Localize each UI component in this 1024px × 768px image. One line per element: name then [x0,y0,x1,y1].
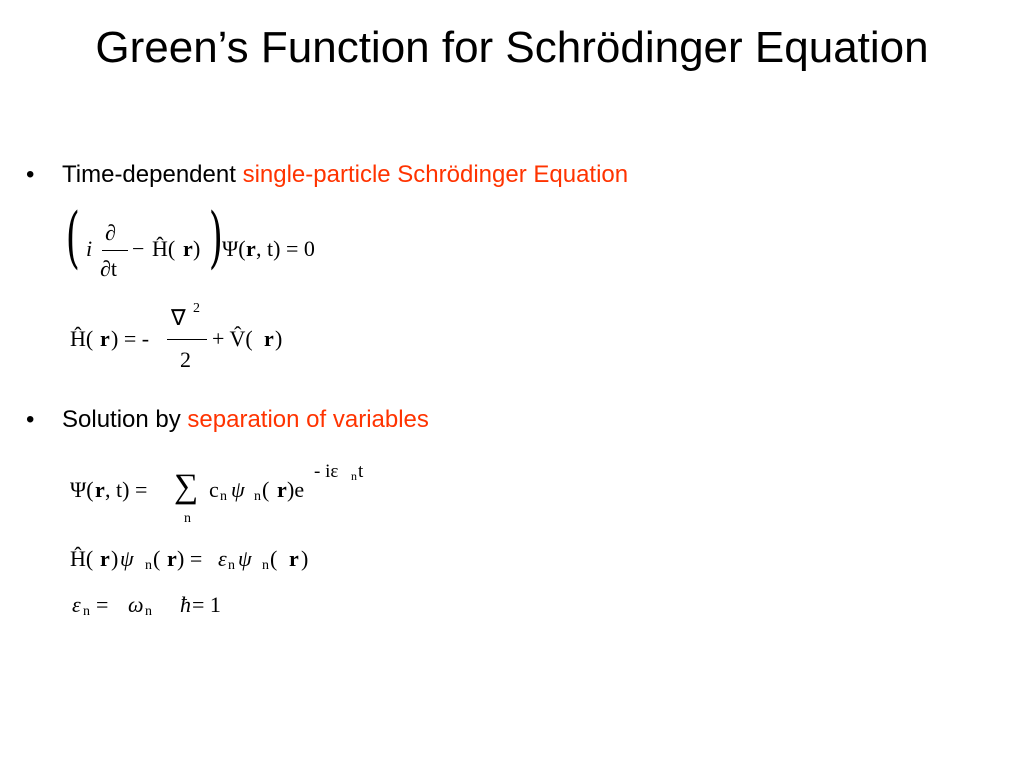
partial-denominator: ∂t [100,256,117,281]
partial-numerator: ∂ [105,220,116,245]
eigenfunction: ψ [231,477,245,502]
frequency-subscript: n [145,604,152,619]
paren-open: ( [262,477,270,502]
hamiltonian-close: ) [111,546,119,571]
fraction-bar [167,339,207,340]
hamiltonian-open: Ĥ( [70,326,94,351]
equals-one: = 1 [192,592,221,617]
paren-open: ( [270,546,278,571]
eigenvalue-subscript: n [83,604,90,619]
nabla-symbol: ∇ [171,305,186,330]
wavefunction-open: Ψ( [70,477,94,502]
right-paren: ) [208,199,223,276]
equation-rest: , t) = 0 [256,236,315,261]
position-vector: r [289,546,299,571]
left-paren: ( [65,199,80,276]
eigenfunction-subscript: n [254,489,261,504]
hamiltonian-close: ) [193,236,201,261]
bullet-text: Time-dependent [62,161,243,188]
eigenfunction-subscript: n [145,558,152,573]
bullet-solution [26,404,429,436]
position-vector: r [264,326,274,351]
position-vector: r [246,236,256,261]
eigenfunction: ψ [120,546,134,571]
position-vector: r [167,546,177,571]
hbar-symbol: ħ [180,592,191,617]
equals: , t) = [105,477,148,502]
position-vector: r [183,236,193,261]
fraction-denominator: 2 [180,347,191,372]
eigenvalue: ε [72,592,81,617]
summation-symbol: ∑ [174,468,199,505]
position-vector: r [100,326,110,351]
potential-close: ) [275,326,283,351]
eigenfunction: ψ [238,546,252,571]
wavefunction-open: Ψ( [222,236,246,261]
equals: ) = [177,546,203,571]
imaginary-unit: i [86,236,93,261]
hamiltonian-open: Ĥ( [70,546,94,571]
exponent: - iε [314,461,339,482]
hamiltonian-open: Ĥ( [152,236,176,261]
fraction-bar [102,250,128,251]
bullet-time-dependent [26,159,628,191]
bullet-marker: • [26,406,35,433]
bullet-highlight: single-particle Schrödinger Equation [242,161,629,188]
position-vector: r [277,477,287,502]
exponent-subscript: n [351,469,357,483]
summation-index: n [184,511,191,526]
minus-sign: − [132,236,145,261]
bullet-highlight: separation of variables [187,406,429,433]
paren-open: ( [153,546,161,571]
eigenvalue-subscript: n [228,558,235,573]
paren-close: ) [301,546,309,571]
eigenvalue: ε [218,546,227,571]
coefficient-subscript: n [220,489,227,504]
eigenfunction-subscript: n [262,558,269,573]
bullet-text: Solution by [62,406,188,433]
frequency: ω [128,592,144,617]
exponent-time: t [358,461,364,482]
equals-minus: ) = - [111,326,150,351]
coefficient: c [209,477,219,502]
bullet-marker: • [26,161,35,188]
exponential-base: )e [287,477,305,502]
position-vector: r [100,546,110,571]
position-vector: r [95,477,105,502]
slide-title: Green’s Function for Schrödinger Equation [95,23,929,72]
potential-open: + V̂( [212,326,253,351]
nabla-superscript: 2 [193,301,200,316]
equals: = [96,592,109,617]
